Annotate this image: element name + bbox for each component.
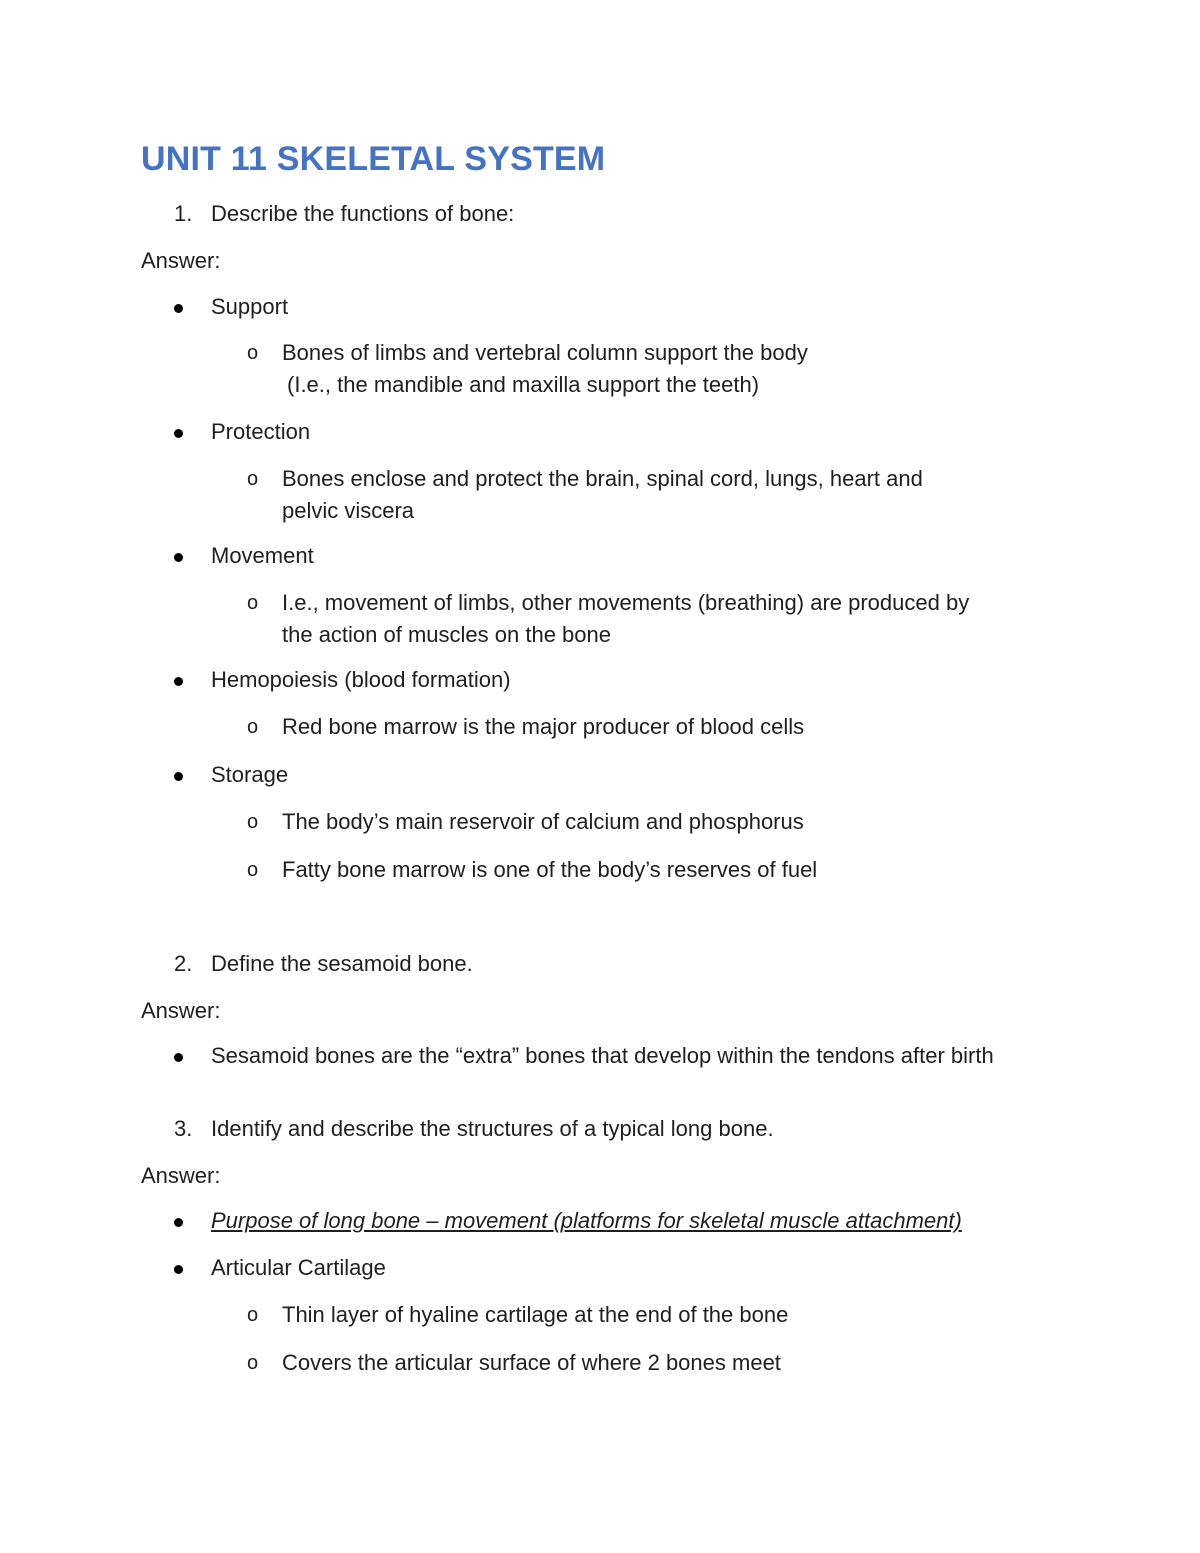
sub-list-item-continued: the action of muscles on the bone xyxy=(282,622,611,647)
question-number: 2. xyxy=(174,951,193,976)
question-number: 1. xyxy=(174,201,193,226)
bullet-dot xyxy=(174,1265,183,1274)
list-item: Movement xyxy=(211,543,314,568)
sub-list-item-continued: (I.e., the mandible and maxilla support the teeth) xyxy=(287,372,760,397)
bullet-dot xyxy=(174,1053,183,1062)
sub-list-item: Fatty bone marrow is one of the body’s reserves of fuel xyxy=(282,857,818,882)
bullet-dot xyxy=(174,1218,183,1227)
bullet-dot xyxy=(174,772,183,781)
list-item-emphasis: Purpose of long bone – movement (platforms for skeletal muscle attachment) xyxy=(211,1208,962,1233)
sub-list-item: Red bone marrow is the major producer of blood cells xyxy=(282,714,805,739)
list-item: Protection xyxy=(211,419,311,444)
question-text: Describe the functions of bone: xyxy=(211,201,515,226)
sub-bullet-marker: o xyxy=(247,1352,259,1374)
bullet-dot xyxy=(174,553,183,562)
sub-bullet-marker: o xyxy=(247,716,259,738)
sub-list-item: Thin layer of hyaline cartilage at the end of the bone xyxy=(282,1302,789,1327)
question-number: 3. xyxy=(174,1116,193,1141)
list-item: Support xyxy=(211,294,289,319)
bullet-dot xyxy=(174,304,183,313)
list-item: Sesamoid bones are the “extra” bones that develop within the tendons after birth xyxy=(211,1043,994,1068)
sub-list-item: The body’s main reservoir of calcium and phosphorus xyxy=(282,809,804,834)
question-text: Identify and describe the structures of a typical long bone. xyxy=(211,1116,774,1141)
sub-list-item: Bones of limbs and vertebral column support the body xyxy=(282,340,808,365)
sub-list-item-continued: pelvic viscera xyxy=(282,498,415,523)
sub-bullet-marker: o xyxy=(247,1304,259,1326)
bullet-dot xyxy=(174,429,183,438)
sub-bullet-marker: o xyxy=(247,342,259,364)
answer-label: Answer: xyxy=(141,248,221,273)
sub-list-item: Bones enclose and protect the brain, spinal cord, lungs, heart and xyxy=(282,466,923,491)
document-title: UNIT 11 SKELETAL SYSTEM xyxy=(141,140,606,178)
answer-label: Answer: xyxy=(141,1163,221,1188)
sub-bullet-marker: o xyxy=(247,859,259,881)
sub-list-item: Covers the articular surface of where 2 bones meet xyxy=(282,1350,781,1375)
question-text: Define the sesamoid bone. xyxy=(211,951,473,976)
list-item: Storage xyxy=(211,762,289,787)
sub-list-item: I.e., movement of limbs, other movements (breathing) are produced by xyxy=(282,590,970,615)
list-item: Articular Cartilage xyxy=(211,1255,386,1280)
answer-label: Answer: xyxy=(141,998,221,1023)
list-item: Hemopoiesis (blood formation) xyxy=(211,667,511,692)
sub-bullet-marker: o xyxy=(247,592,259,614)
sub-bullet-marker: o xyxy=(247,811,259,833)
bullet-dot xyxy=(174,677,183,686)
sub-bullet-marker: o xyxy=(247,468,259,490)
